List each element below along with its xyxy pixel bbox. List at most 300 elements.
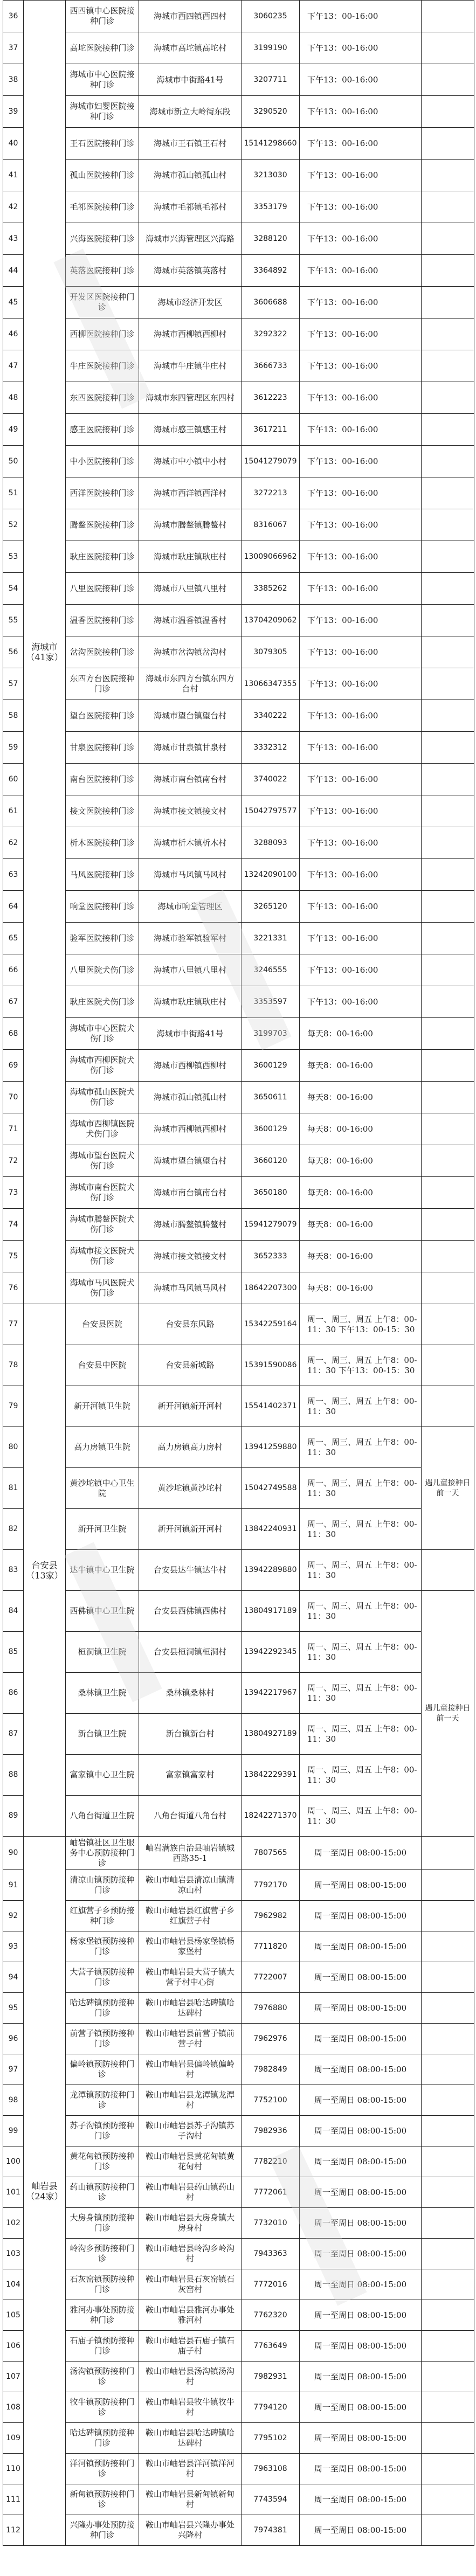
clinic-phone: 7711820 <box>242 1931 300 1962</box>
table-row <box>3 1345 474 1386</box>
clinic-phone: 18242271370 <box>242 1796 300 1837</box>
clinic-hours: 周一至周日 08:00-15:00 <box>300 1993 422 2024</box>
row-number: 82 <box>3 1509 24 1550</box>
clinic-phone: 3272213 <box>242 477 300 509</box>
row-number: 96 <box>3 2024 24 2054</box>
table-row <box>3 827 474 859</box>
remark-cell <box>422 2269 474 2300</box>
table-row <box>3 2208 474 2239</box>
clinic-address: 鞍山市岫岩县雅河办事处雅河村 <box>139 2300 242 2331</box>
clinic-hours: 下午13：00-16:00 <box>300 859 422 891</box>
clinic-hours: 周一、周三、周五 上午8：00-11：30 <box>300 1550 422 1591</box>
clinic-name: 开发区医院接种门诊 <box>66 287 139 318</box>
clinic-address: 鞍山市岫岩县洋河镇洋河村 <box>139 2454 242 2484</box>
clinic-address: 台安县桓洞镇桓洞村 <box>139 1632 242 1673</box>
clinic-phone: 3612223 <box>242 382 300 414</box>
clinic-hours: 周一、周三、周五 上午8：00-11：30 <box>300 1509 422 1550</box>
row-number: 42 <box>3 191 24 223</box>
remark-cell <box>422 1050 474 1082</box>
clinic-phone: 3290520 <box>242 96 300 128</box>
clinic-address: 海城市八里镇八里村 <box>139 573 242 605</box>
row-number: 69 <box>3 1050 24 1082</box>
clinic-name: 孤山医院接种门诊 <box>66 160 139 191</box>
clinic-phone: 7763649 <box>242 2331 300 2362</box>
row-number: 110 <box>3 2454 24 2484</box>
clinic-hours: 下午13：00-16:00 <box>300 446 422 477</box>
clinic-hours: 周一至周日 08:00-15:00 <box>300 2331 422 2362</box>
remark-cell <box>422 2515 474 2546</box>
table-row <box>3 605 474 636</box>
clinic-address: 海城市经济开发区 <box>139 287 242 318</box>
clinic-address: 鞍山市岫岩县龙潭镇龙潭村 <box>139 2085 242 2116</box>
region-cell: 台安县（13家） <box>24 1304 66 1837</box>
table-row <box>3 891 474 923</box>
clinic-phone: 3650611 <box>242 1082 300 1113</box>
clinic-phone: 3221331 <box>242 923 300 954</box>
clinic-name: 清凉山镇预防接种门诊 <box>66 1870 139 1901</box>
table-row <box>3 1550 474 1591</box>
clinic-phone: 3340222 <box>242 700 300 732</box>
clinic-address: 鞍山市岫岩县石灰窑镇石灰窑村 <box>139 2269 242 2300</box>
clinic-phone: 3199190 <box>242 32 300 64</box>
clinic-phone: 3600129 <box>242 1113 300 1145</box>
clinic-phone: 7782210 <box>242 2146 300 2177</box>
table-row <box>3 2054 474 2085</box>
clinic-name: 海城市接文医院犬伤门诊 <box>66 1241 139 1272</box>
clinic-phone: 3199703 <box>242 1018 300 1050</box>
remark-cell <box>422 859 474 891</box>
table-row <box>3 255 474 287</box>
clinic-name: 岭沟乡预防接种门诊 <box>66 2239 139 2269</box>
row-number: 46 <box>3 318 24 350</box>
row-number: 50 <box>3 446 24 477</box>
row-number: 83 <box>3 1550 24 1591</box>
row-number: 59 <box>3 732 24 764</box>
clinic-hours: 下午13：00-16:00 <box>300 923 422 954</box>
clinic-address: 黄沙坨镇黄沙坨村 <box>139 1468 242 1509</box>
clinic-hours: 周一至周日 08:00-15:00 <box>300 1870 422 1901</box>
row-number: 61 <box>3 795 24 827</box>
remark-cell <box>422 2208 474 2239</box>
row-number: 80 <box>3 1427 24 1468</box>
table-row <box>3 764 474 795</box>
remark-cell <box>422 891 474 923</box>
clinic-hours: 下午13：00-16:00 <box>300 986 422 1018</box>
clinic-hours: 周一至周日 08:00-15:00 <box>300 2484 422 2515</box>
clinic-hours: 每天8：00-16:00 <box>300 1050 422 1082</box>
clinic-address: 桑林镇桑林村 <box>139 1673 242 1714</box>
clinic-name: 杨家堡镇预防接种门诊 <box>66 1931 139 1962</box>
clinic-phone: 3207711 <box>242 64 300 96</box>
clinic-name: 西四镇中心医院接种门诊 <box>66 1 139 32</box>
clinic-address: 海城市孤山镇孤山村 <box>139 160 242 191</box>
row-number: 92 <box>3 1901 24 1931</box>
row-number: 53 <box>3 541 24 573</box>
remark-cell <box>422 191 474 223</box>
clinic-name: 新开河镇卫生院 <box>66 1386 139 1427</box>
clinic-name: 中小医院接种门诊 <box>66 446 139 477</box>
row-number: 111 <box>3 2484 24 2515</box>
row-number: 109 <box>3 2423 24 2454</box>
row-number: 81 <box>3 1468 24 1509</box>
clinic-name: 毛祁医院接种门诊 <box>66 191 139 223</box>
row-number: 48 <box>3 382 24 414</box>
table-row <box>3 1209 474 1241</box>
table-row <box>3 223 474 255</box>
clinic-hours: 周一至周日 08:00-15:00 <box>300 2208 422 2239</box>
row-number: 67 <box>3 986 24 1018</box>
row-number: 77 <box>3 1304 24 1345</box>
table-row <box>3 573 474 605</box>
clinic-phone: 13941259880 <box>242 1427 300 1468</box>
table-row <box>3 1714 474 1755</box>
remark-cell <box>422 32 474 64</box>
clinic-address: 海城市甘泉镇甘泉村 <box>139 732 242 764</box>
clinic-hours: 下午13：00-16:00 <box>300 795 422 827</box>
row-number: 76 <box>3 1272 24 1304</box>
row-number: 66 <box>3 954 24 986</box>
clinic-table <box>3 0 474 2546</box>
table-row <box>3 382 474 414</box>
clinic-name: 接文医院接种门诊 <box>66 795 139 827</box>
clinic-address: 新开河镇新开河村 <box>139 1509 242 1550</box>
clinic-name: 桓洞镇卫生院 <box>66 1632 139 1673</box>
clinic-name: 温香医院接种门诊 <box>66 605 139 636</box>
clinic-hours: 每天8：00-16:00 <box>300 1145 422 1177</box>
table-row <box>3 2085 474 2116</box>
clinic-address: 海城市望台镇望台村 <box>139 700 242 732</box>
clinic-name: 富家镇中心卫生院 <box>66 1755 139 1796</box>
clinic-hours: 下午13：00-16:00 <box>300 96 422 128</box>
clinic-name: 海城市西柳镇医院犬伤门诊 <box>66 1113 139 1145</box>
remark-cell <box>422 1386 474 1427</box>
clinic-phone: 7772016 <box>242 2269 300 2300</box>
row-number: 71 <box>3 1113 24 1145</box>
table-row <box>3 2177 474 2208</box>
clinic-address: 海城市南台镇南台村 <box>139 1177 242 1209</box>
row-number: 37 <box>3 32 24 64</box>
clinic-hours: 下午13：00-16:00 <box>300 891 422 923</box>
clinic-phone: 13942217967 <box>242 1673 300 1714</box>
clinic-phone: 7743594 <box>242 2484 300 2515</box>
clinic-name: 望台医院接种门诊 <box>66 700 139 732</box>
clinic-hours: 下午13：00-16:00 <box>300 668 422 700</box>
table-row <box>3 986 474 1018</box>
clinic-phone: 3288093 <box>242 827 300 859</box>
table-row <box>3 732 474 764</box>
clinic-phone: 7752100 <box>242 2085 300 2116</box>
table-row <box>3 795 474 827</box>
clinic-address: 海城市马风镇马风村 <box>139 859 242 891</box>
clinic-hours: 下午13：00-16:00 <box>300 605 422 636</box>
table-row <box>3 1796 474 1837</box>
table-row <box>3 1673 474 1714</box>
clinic-address: 鞍山市岫岩县石庙子镇石庙子村 <box>139 2331 242 2362</box>
clinic-name: 八角台街道卫生院 <box>66 1796 139 1837</box>
clinic-address: 新开河镇新开河村 <box>139 1386 242 1427</box>
clinic-phone: 15391590086 <box>242 1345 300 1386</box>
clinic-hours: 下午13：00-16:00 <box>300 732 422 764</box>
clinic-phone: 13704209062 <box>242 605 300 636</box>
clinic-address: 鞍山市岫岩县药山镇药山村 <box>139 2177 242 2208</box>
clinic-hours: 下午13：00-16:00 <box>300 541 422 573</box>
clinic-name: 岫岩镇社区卫生服务中心预防接种门诊 <box>66 1837 139 1870</box>
table-row <box>3 700 474 732</box>
row-number: 104 <box>3 2269 24 2300</box>
remark-cell <box>422 1241 474 1272</box>
clinic-address: 海城市英落镇英落村 <box>139 255 242 287</box>
table-row <box>3 2146 474 2177</box>
remark-cell <box>422 605 474 636</box>
clinic-phone: 13804927189 <box>242 1714 300 1755</box>
row-number: 108 <box>3 2392 24 2423</box>
row-number: 75 <box>3 1241 24 1272</box>
clinic-phone: 7974381 <box>242 2515 300 2546</box>
clinic-hours: 每天8：00-16:00 <box>300 1209 422 1241</box>
table-row <box>3 1870 474 1901</box>
row-number: 89 <box>3 1796 24 1837</box>
clinic-name: 石灰窑镇预防接种门诊 <box>66 2269 139 2300</box>
clinic-hours: 周一至周日 08:00-15:00 <box>300 2300 422 2331</box>
row-number: 43 <box>3 223 24 255</box>
clinic-address: 海城市西柳镇西柳村 <box>139 1113 242 1145</box>
clinic-hours: 下午13：00-16:00 <box>300 1 422 32</box>
table-row <box>3 1901 474 1931</box>
table-row <box>3 1241 474 1272</box>
clinic-name: 感王医院接种门诊 <box>66 414 139 446</box>
clinic-name: 海城市南台医院犬伤门诊 <box>66 1177 139 1209</box>
clinic-phone: 3246555 <box>242 954 300 986</box>
row-number: 101 <box>3 2177 24 2208</box>
clinic-phone: 7962982 <box>242 1901 300 1931</box>
row-number: 68 <box>3 1018 24 1050</box>
clinic-address: 海城市望台镇望台村 <box>139 1145 242 1177</box>
clinic-hours: 下午13：00-16:00 <box>300 414 422 446</box>
remark-cell <box>422 1018 474 1050</box>
table-row <box>3 2515 474 2546</box>
clinic-address: 鞍山市岫岩县牧牛镇牧牛村 <box>139 2392 242 2423</box>
clinic-name: 牛庄医院接种门诊 <box>66 350 139 382</box>
clinic-phone: 3652333 <box>242 1241 300 1272</box>
clinic-hours: 每天8：00-16:00 <box>300 1177 422 1209</box>
clinic-phone: 7732010 <box>242 2208 300 2239</box>
table-row <box>3 1113 474 1145</box>
clinic-phone: 3288120 <box>242 223 300 255</box>
clinic-name: 验军医院接种门诊 <box>66 923 139 954</box>
table-row <box>3 1 474 32</box>
clinic-phone: 13942289880 <box>242 1550 300 1591</box>
remark-cell <box>422 1 474 32</box>
remark-cell <box>422 700 474 732</box>
clinic-hours: 每天8：00-16:00 <box>300 1082 422 1113</box>
table-row <box>3 1468 474 1509</box>
row-number: 57 <box>3 668 24 700</box>
remark-cell <box>422 1113 474 1145</box>
clinic-hours: 周一、周三、周五 上午8：00-11：30 <box>300 1714 422 1755</box>
row-number: 105 <box>3 2300 24 2331</box>
clinic-address: 海城市马风镇马风村 <box>139 1272 242 1304</box>
table-row <box>3 2024 474 2054</box>
row-number: 79 <box>3 1386 24 1427</box>
clinic-address: 鞍山市岫岩县大营子镇大营子村中心街 <box>139 1962 242 1993</box>
remark-cell <box>422 2116 474 2146</box>
remark-cell <box>422 477 474 509</box>
clinic-address: 海城市王石镇王石村 <box>139 128 242 160</box>
row-number: 36 <box>3 1 24 32</box>
clinic-name: 八里医院犬伤门诊 <box>66 954 139 986</box>
table-row <box>3 446 474 477</box>
clinic-phone: 18642207300 <box>242 1272 300 1304</box>
table-row <box>3 954 474 986</box>
clinic-address: 海城市中小镇中小村 <box>139 446 242 477</box>
remark-cell <box>422 255 474 287</box>
clinic-address: 海城市西柳镇西柳村 <box>139 318 242 350</box>
clinic-name: 洋河镇预防接种门诊 <box>66 2454 139 2484</box>
clinic-phone: 3385262 <box>242 573 300 605</box>
row-number: 78 <box>3 1345 24 1386</box>
clinic-hours: 周一、周三、周五 上午8：00-11：30 <box>300 1673 422 1714</box>
clinic-name: 新开河卫生院 <box>66 1509 139 1550</box>
remark-cell <box>422 2085 474 2116</box>
remark-cell <box>422 1931 474 1962</box>
clinic-phone: 3213030 <box>242 160 300 191</box>
clinic-hours: 周一、周三、周五 上午8：00-11：30 下午13：00-15：30 <box>300 1304 422 1345</box>
region-cell: 岫岩县（24家） <box>24 1837 66 2546</box>
row-number: 54 <box>3 573 24 605</box>
row-number: 63 <box>3 859 24 891</box>
remark-cell <box>422 1550 474 1591</box>
clinic-hours: 周一至周日 08:00-15:00 <box>300 1837 422 1870</box>
remark-cell <box>422 2239 474 2269</box>
clinic-name: 黄花甸镇预防接种门诊 <box>66 2146 139 2177</box>
clinic-phone: 13942292345 <box>242 1632 300 1673</box>
remark-cell <box>422 954 474 986</box>
clinic-phone: 13842240931 <box>242 1509 300 1550</box>
clinic-phone: 13804917189 <box>242 1591 300 1632</box>
clinic-address: 鞍山市岫岩县哈达碑镇哈达碑村 <box>139 2423 242 2454</box>
clinic-address: 海城市毛祁镇毛祁村 <box>139 191 242 223</box>
clinic-address: 富家镇富家村 <box>139 1755 242 1796</box>
row-number: 112 <box>3 2515 24 2546</box>
clinic-phone: 7976880 <box>242 1993 300 2024</box>
remark-cell <box>422 795 474 827</box>
table-row <box>3 2269 474 2300</box>
row-number: 97 <box>3 2054 24 2085</box>
clinic-name: 汤沟镇预防接种门诊 <box>66 2362 139 2392</box>
table-row <box>3 1272 474 1304</box>
clinic-address: 鞍山市岫岩县清凉山镇清凉山村 <box>139 1870 242 1901</box>
clinic-address: 鞍山市岫岩县新甸镇新甸村 <box>139 2484 242 2515</box>
clinic-phone: 15541402371 <box>242 1386 300 1427</box>
clinic-name: 西洋医院接种门诊 <box>66 477 139 509</box>
row-number: 49 <box>3 414 24 446</box>
clinic-name: 石庙子镇预防接种门诊 <box>66 2331 139 2362</box>
clinic-address: 海城市接文镇接文村 <box>139 795 242 827</box>
clinic-name: 耿庄医院接种门诊 <box>66 541 139 573</box>
table-row <box>3 287 474 318</box>
clinic-name: 岔沟医院接种门诊 <box>66 636 139 668</box>
clinic-address: 鞍山市岫岩县大房身镇大房身村 <box>139 2208 242 2239</box>
clinic-address: 海城市温香镇温香村 <box>139 605 242 636</box>
clinic-name: 兴海医院接种门诊 <box>66 223 139 255</box>
remark-cell <box>422 160 474 191</box>
table-row <box>3 2484 474 2515</box>
clinic-phone: 7943363 <box>242 2239 300 2269</box>
clinic-address: 海城市东四管理区东四村 <box>139 382 242 414</box>
remark-cell <box>422 1837 474 1870</box>
row-number: 52 <box>3 509 24 541</box>
clinic-name: 海城市妇婴医院接种门诊 <box>66 96 139 128</box>
clinic-name: 西柳医院接种门诊 <box>66 318 139 350</box>
remark-cell <box>422 2362 474 2392</box>
row-number: 73 <box>3 1177 24 1209</box>
clinic-name: 哈达碑镇预防接种门诊 <box>66 1993 139 2024</box>
clinic-phone: 3364892 <box>242 255 300 287</box>
clinic-name: 南台医院接种门诊 <box>66 764 139 795</box>
row-number: 84 <box>3 1591 24 1632</box>
clinic-name: 甘泉医院接种门诊 <box>66 732 139 764</box>
clinic-phone: 15141298660 <box>242 128 300 160</box>
row-number: 87 <box>3 1714 24 1755</box>
clinic-hours: 下午13：00-16:00 <box>300 160 422 191</box>
clinic-address: 海城市孤山镇孤山村 <box>139 1082 242 1113</box>
remark-cell <box>422 2423 474 2454</box>
clinic-address: 鞍山市岫岩县兴隆办事处兴隆村 <box>139 2515 242 2546</box>
table-row <box>3 64 474 96</box>
table-row <box>3 2392 474 2423</box>
clinic-hours: 下午13：00-16:00 <box>300 827 422 859</box>
remark-cell <box>422 446 474 477</box>
clinic-hours: 每天8：00-16:00 <box>300 1113 422 1145</box>
clinic-address: 鞍山市岫岩县苏子沟镇苏子沟村 <box>139 2116 242 2146</box>
clinic-hours: 周一至周日 08:00-15:00 <box>300 2423 422 2454</box>
table-row <box>3 1962 474 1993</box>
clinic-address: 海城市西柳镇西柳村 <box>139 1050 242 1082</box>
clinic-hours: 周一至周日 08:00-15:00 <box>300 1901 422 1931</box>
table-row <box>3 1304 474 1345</box>
clinic-phone: 7795102 <box>242 2423 300 2454</box>
table-row <box>3 668 474 700</box>
clinic-hours: 周一至周日 08:00-15:00 <box>300 1931 422 1962</box>
clinic-name: 高坨医院接种门诊 <box>66 32 139 64</box>
row-number: 85 <box>3 1632 24 1673</box>
clinic-phone: 15042797577 <box>242 795 300 827</box>
remark-cell <box>422 2024 474 2054</box>
clinic-phone: 13242090100 <box>242 859 300 891</box>
clinic-hours: 下午13：00-16:00 <box>300 223 422 255</box>
clinic-name: 西佛镇中心卫生院 <box>66 1591 139 1632</box>
clinic-name: 海城市中心医院犬伤门诊 <box>66 1018 139 1050</box>
table-row <box>3 96 474 128</box>
table-row <box>3 1509 474 1550</box>
clinic-hours: 周一、周三、周五 上午8：00-11：30 <box>300 1427 422 1468</box>
row-number: 106 <box>3 2331 24 2362</box>
row-number: 94 <box>3 1962 24 1993</box>
remark-cell <box>422 64 474 96</box>
table-row <box>3 2454 474 2484</box>
clinic-address: 鞍山市岫岩县黄花甸镇黄花甸村 <box>139 2146 242 2177</box>
region-cell: 海城市（41家） <box>24 1 66 1304</box>
clinic-phone: 15941279079 <box>242 1209 300 1241</box>
remark-cell <box>422 350 474 382</box>
clinic-hours: 周一至周日 08:00-15:00 <box>300 2054 422 2085</box>
row-number: 102 <box>3 2208 24 2239</box>
remark-cell: 遇儿童接种日前一天 <box>422 1427 474 1550</box>
remark-cell <box>422 509 474 541</box>
remark-cell <box>422 2300 474 2331</box>
clinic-address: 海城市验军镇验军村 <box>139 923 242 954</box>
row-number: 64 <box>3 891 24 923</box>
